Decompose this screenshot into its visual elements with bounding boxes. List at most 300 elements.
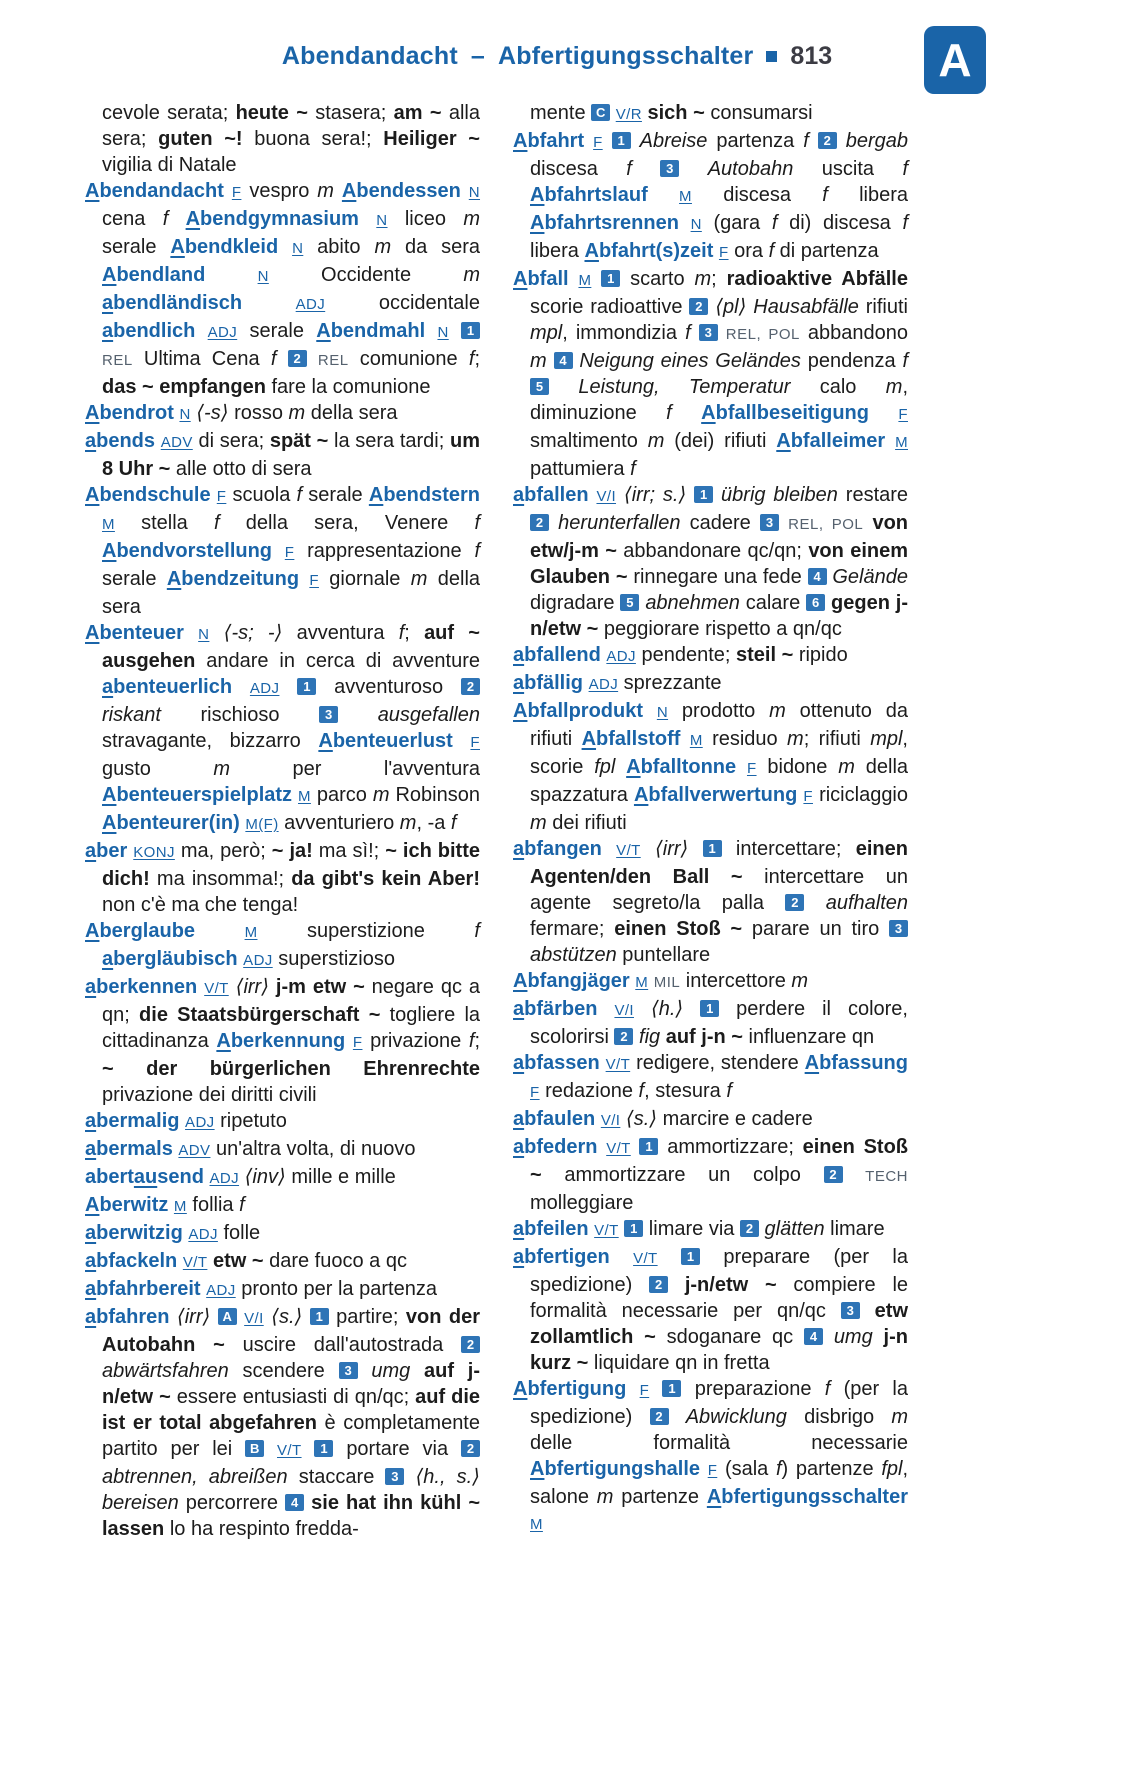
text: fermare; <box>530 918 615 940</box>
text: pattumiera <box>530 458 631 480</box>
phrase: j-m etw ~ <box>275 976 365 998</box>
text <box>683 998 700 1020</box>
text: ripido <box>793 644 848 666</box>
text: della sera <box>305 402 398 424</box>
text: lo ha respinto fredda- <box>164 1518 359 1540</box>
phrase: j-n/etw ~ <box>684 1274 777 1296</box>
phrase: etw zollamtlich ~ <box>530 1300 909 1348</box>
text <box>626 1378 639 1400</box>
sense-number: 4 <box>554 352 573 369</box>
text: liquidare qn in fretta <box>588 1352 770 1374</box>
text: perdere il colore, scolorirsi <box>530 998 908 1048</box>
sense-number: 3 <box>339 1362 358 1379</box>
text <box>691 322 699 344</box>
dictionary-entry <box>513 996 908 1050</box>
headword: bendländisch <box>113 292 243 314</box>
usage-note: aufhalten <box>825 892 908 914</box>
pos-label: F <box>216 488 227 505</box>
text <box>634 998 651 1020</box>
text: (per la spedizione) <box>530 1378 909 1428</box>
headword: benteuer <box>99 622 184 644</box>
sense-number: 3 <box>660 160 679 177</box>
pos-label: M <box>689 732 703 749</box>
usage-note: abtrennen, abreißen <box>102 1466 288 1488</box>
text: stravagante, bizzarro <box>102 730 319 752</box>
text: cena <box>102 208 163 230</box>
text: ; <box>711 268 727 290</box>
headword: bermalig <box>96 1110 180 1132</box>
text <box>224 180 232 202</box>
headword-stressed: a <box>85 1222 97 1244</box>
headword: abert <box>85 1166 134 1188</box>
pos-label: V/R <box>615 106 642 123</box>
text <box>643 700 657 722</box>
text <box>615 756 626 778</box>
headword: bends <box>96 430 156 452</box>
headword: bfahrtsrennen <box>544 212 679 234</box>
usage-note: m <box>596 1486 614 1508</box>
headword: ber <box>96 840 128 862</box>
text: avventura <box>282 622 399 644</box>
pos-label: V/I <box>614 1002 634 1019</box>
text: alla sera; <box>102 102 480 150</box>
headword-stressed: A <box>368 484 384 506</box>
text <box>209 622 223 644</box>
text: giornale <box>318 568 411 590</box>
text <box>669 1406 686 1428</box>
text: libera <box>530 240 585 262</box>
pos-label: N <box>179 406 191 423</box>
text: ) partenze <box>781 1458 882 1480</box>
text: abbandonare qc/qn; <box>616 540 809 562</box>
pos-label: M(F) <box>245 816 279 833</box>
headword-stressed: A <box>170 236 185 258</box>
dictionary-entry <box>85 428 480 482</box>
usage-note: ⟨irr⟩ <box>654 838 689 860</box>
text: compiere le formalità necessarie per qn/qc <box>530 1274 909 1322</box>
sense-number: 6 <box>806 594 825 611</box>
text: rifiuti <box>858 296 908 318</box>
text <box>307 348 318 370</box>
phrase: guten ~! <box>158 128 243 150</box>
pos-label: V/I <box>600 1112 621 1129</box>
usage-note: m <box>399 812 417 834</box>
text <box>242 292 296 314</box>
text: rosso <box>228 402 289 424</box>
usage-note: f <box>902 158 908 180</box>
text <box>205 264 257 286</box>
text: da sera <box>391 236 481 258</box>
usage-note: fpl <box>594 756 616 778</box>
headword: berwitzig <box>96 1222 183 1244</box>
text <box>584 130 593 152</box>
phrase: gegen j-n/etw ~ <box>530 592 909 640</box>
text: vigilia di Natale <box>102 154 237 176</box>
headword-stressed: a <box>513 1108 525 1130</box>
pos-label: V/T <box>616 842 641 859</box>
headword-stressed: a <box>85 1306 97 1328</box>
text: ottenuto da rifiuti <box>530 700 908 750</box>
sense-number: 3 <box>699 324 718 341</box>
dictionary-entry <box>85 1136 480 1164</box>
pos-label: KONJ <box>133 844 175 861</box>
sense-number: 2 <box>824 1166 843 1183</box>
text <box>616 484 624 506</box>
headword-stressed: A <box>633 784 649 806</box>
text: limare <box>824 1218 885 1240</box>
pos-label: N <box>656 704 669 721</box>
text: intercettore <box>680 970 792 992</box>
text: smaltimento <box>530 430 648 452</box>
headword: benteuerlich <box>113 676 233 698</box>
text <box>449 320 461 342</box>
text <box>779 512 788 534</box>
usage-note: f <box>902 212 908 234</box>
text: follia <box>186 1194 240 1216</box>
text <box>668 1274 685 1296</box>
usage-note: m <box>838 756 855 778</box>
text: uscire dall'autostrada <box>224 1334 462 1356</box>
headword: benteuerspielplatz <box>116 784 293 806</box>
text <box>591 268 601 290</box>
usage-note: abnehmen <box>645 592 740 614</box>
headword-stressed: A <box>318 730 333 752</box>
phrase: auf j-n/etw ~ <box>102 1360 481 1408</box>
text: uscita <box>793 158 903 180</box>
dictionary-entry <box>85 1108 480 1136</box>
phrase: heute ~ <box>235 102 308 124</box>
pos-label: M <box>578 272 592 289</box>
text: redazione <box>539 1080 639 1102</box>
text: staccare <box>287 1466 386 1488</box>
text <box>334 180 342 202</box>
text: ; rifiuti <box>803 728 871 750</box>
dictionary-entry <box>85 1164 480 1192</box>
text <box>453 730 471 752</box>
headword: berglaube <box>99 920 196 942</box>
usage-note: f <box>638 1080 645 1102</box>
headword-stressed: A <box>706 1486 722 1508</box>
right-column <box>513 100 908 1542</box>
text: dei rifiuti <box>546 812 627 834</box>
headword-stressed: A <box>102 264 117 286</box>
usage-note: m <box>694 268 712 290</box>
text: fare la comunione <box>265 376 431 398</box>
sense-number: 2 <box>461 1336 480 1353</box>
text: , -a <box>416 812 451 834</box>
usage-note: Neigung eines Geländes <box>579 350 801 372</box>
sense-number: 2 <box>650 1408 669 1425</box>
headword: bergläubisch <box>113 948 238 970</box>
headword-stressed: a <box>85 840 97 862</box>
text <box>569 268 579 290</box>
phrase: radioaktive Abfälle <box>726 268 908 290</box>
usage-note: f <box>803 130 809 152</box>
text <box>299 568 309 590</box>
pos-label: F <box>530 1084 540 1101</box>
usage-note: f <box>771 212 778 234</box>
headword: send <box>157 1166 204 1188</box>
usage-note: ⟨irr⟩ <box>176 1306 211 1328</box>
usage-note: m <box>791 970 809 992</box>
text: essere entusiasti di qn/qc; <box>170 1386 416 1408</box>
text <box>632 158 660 180</box>
headword: bermals <box>96 1138 173 1160</box>
pos-label: M <box>244 924 258 941</box>
headword: bfassung <box>819 1052 908 1074</box>
pos-label: V/T <box>594 1222 619 1239</box>
text: di sera; <box>192 430 270 452</box>
headword-stressed: A <box>776 430 791 452</box>
headword-stressed: A <box>530 1458 545 1480</box>
text <box>169 1306 176 1328</box>
text: serale <box>237 320 317 342</box>
text <box>804 892 825 914</box>
page-number: 813 <box>790 42 833 70</box>
headword-stressed: a <box>102 676 114 698</box>
dictionary-entry <box>85 918 480 974</box>
usage-note: m <box>787 728 804 750</box>
text <box>869 402 898 424</box>
dictionary-entry <box>513 1216 908 1244</box>
phrase: j-n kurz ~ <box>530 1326 908 1374</box>
headword: bfärben <box>524 998 598 1020</box>
text <box>860 1300 875 1322</box>
text: pronto per la partenza <box>235 1278 437 1300</box>
pos-label: F <box>746 760 757 777</box>
text: stasera; <box>307 102 394 124</box>
phrase: ~ ja! <box>271 840 313 862</box>
headword-stressed: A <box>513 970 528 992</box>
headword: bendmahl <box>330 320 426 342</box>
usage-note: f <box>626 158 632 180</box>
text: ripetuto <box>214 1110 287 1132</box>
pos-label: M <box>679 188 692 205</box>
text: Occidente <box>268 264 464 286</box>
page-header <box>145 42 969 71</box>
dictionary-entry <box>85 1304 480 1542</box>
sense-number: 1 <box>700 1000 719 1017</box>
usage-note: abstützen <box>530 944 617 966</box>
text <box>843 1164 866 1186</box>
text: togliere la cittadinanza <box>102 1004 481 1052</box>
pos-label: V/T <box>606 1140 631 1157</box>
text: avventuroso <box>316 676 461 698</box>
headword: berkennen <box>96 976 198 998</box>
text <box>278 236 292 258</box>
text: ma, però; <box>174 840 272 862</box>
dictionary-entry <box>513 836 908 968</box>
headword: bfällig <box>524 672 584 694</box>
text: mille e mille <box>285 1166 396 1188</box>
text <box>688 838 702 860</box>
headword: bendessen <box>356 180 461 202</box>
usage-note: m <box>374 236 392 258</box>
phrase: auf j-n ~ <box>665 1026 743 1048</box>
text <box>610 1246 633 1268</box>
pos-label: F <box>718 244 729 261</box>
usage-note: f <box>296 484 303 506</box>
dictionary-entry <box>513 642 908 670</box>
usage-note: f <box>768 240 775 262</box>
text <box>680 728 689 750</box>
sense-number: 1 <box>694 486 713 503</box>
usage-note: Leistung, Temperatur <box>578 376 791 398</box>
text <box>718 322 726 344</box>
pos-label: M <box>173 1198 187 1215</box>
headword-stressed: a <box>513 998 525 1020</box>
sense-number: 2 <box>614 1028 633 1045</box>
text: peggiorare rispetto a qn/qc <box>598 618 842 640</box>
text <box>195 920 245 942</box>
text <box>425 320 437 342</box>
usage-note: f <box>902 350 908 372</box>
usage-note: f <box>474 512 480 534</box>
headword-stressed: A <box>513 130 528 152</box>
dictionary-entry <box>85 1220 480 1248</box>
headword: bfeilen <box>524 1218 589 1240</box>
text <box>276 348 287 370</box>
text <box>809 130 818 152</box>
pos-label: F <box>803 788 813 805</box>
pos-label: V/T <box>182 1254 208 1271</box>
pos-label: ADJ <box>206 1282 236 1299</box>
usage-note: Gelände <box>832 566 908 588</box>
text <box>679 158 707 180</box>
guideword-right: Abfertigungsschalter <box>497 42 754 70</box>
text: riciclaggio <box>812 784 909 806</box>
text: libera <box>827 184 908 206</box>
text <box>837 130 846 152</box>
text: folle <box>217 1222 261 1244</box>
headword: benteuerlust <box>332 730 453 752</box>
headword: bfertigen <box>524 1246 610 1268</box>
text: per l'avventura <box>230 758 480 780</box>
text <box>338 704 378 726</box>
text <box>232 676 250 698</box>
phrase: Heiliger ~ <box>383 128 480 150</box>
text: discesa <box>691 184 823 206</box>
headword-stressed: A <box>102 540 117 562</box>
text <box>264 1438 277 1460</box>
text <box>461 180 469 202</box>
headword: bfallend <box>524 644 601 666</box>
sense-number: 1 <box>612 132 631 149</box>
text: molleggiare <box>530 1192 634 1214</box>
text: negare qc a qn; <box>102 976 480 1026</box>
usage-note: ⟨s.⟩ <box>625 1108 658 1130</box>
sense-number: 2 <box>461 1440 480 1457</box>
usage-note: m <box>463 264 480 286</box>
text <box>631 1136 640 1158</box>
headword: bfackeln <box>96 1250 178 1272</box>
headword-stressed: A <box>513 700 528 722</box>
headword: bendzeitung <box>181 568 300 590</box>
headword: berwitz <box>99 1194 169 1216</box>
text <box>547 350 554 372</box>
phrase: steil ~ <box>736 644 794 666</box>
text <box>648 184 679 206</box>
usage-note: herunterfallen <box>558 512 681 534</box>
dictionary-entry <box>85 1276 480 1304</box>
field-label: REL <box>102 352 133 369</box>
usage-note: f <box>239 1194 245 1216</box>
text: (dei) rifiuti <box>664 430 777 452</box>
phrase: da gibt's kein Aber! <box>291 868 480 890</box>
usage-note: übrig bleiben <box>721 484 838 506</box>
sense-number: 2 <box>530 514 549 531</box>
text: liceo <box>387 208 464 230</box>
headword: bfall <box>527 268 569 290</box>
headword: bendlich <box>113 320 196 342</box>
dictionary-entry <box>513 266 908 482</box>
pos-label: N <box>437 324 449 341</box>
sense-number: 5 <box>620 594 639 611</box>
pos-label: F <box>309 572 319 589</box>
pos-label: M <box>635 974 649 991</box>
text: discesa <box>530 158 627 180</box>
phrase: etw ~ <box>212 1250 264 1272</box>
sense-number: 5 <box>530 378 549 395</box>
dictionary-entry <box>513 1134 908 1216</box>
headword: bfallen <box>524 484 589 506</box>
text <box>631 130 640 152</box>
text <box>184 622 198 644</box>
text <box>823 1326 834 1348</box>
text: scarto <box>620 268 695 290</box>
sense-number: 2 <box>740 1220 759 1237</box>
phrase: auf ~ ausgehen <box>102 622 480 672</box>
text <box>195 320 207 342</box>
usage-note: ausgefallen <box>377 704 480 726</box>
text: superstizioso <box>272 948 395 970</box>
headword: bendgymnasium <box>200 208 359 230</box>
text: comunione <box>348 348 469 370</box>
headword-stressed: A <box>513 268 528 290</box>
text: è completamente partito per lei <box>102 1412 480 1460</box>
text: residuo <box>702 728 788 750</box>
sense-number: 2 <box>689 298 708 315</box>
headword: bendrot <box>99 402 174 424</box>
dictionary-entry <box>513 1244 908 1376</box>
phrase: ~ ich bitte dich! <box>102 840 480 890</box>
pos-label: ADJ <box>188 1226 218 1243</box>
text: restare <box>837 484 909 506</box>
text: vespro <box>241 180 318 202</box>
text <box>603 130 612 152</box>
phrase: sich ~ <box>647 102 705 124</box>
pos-label: ADJ <box>243 952 273 969</box>
headword-stressed: A <box>804 1052 820 1074</box>
pos-label: M <box>895 434 908 451</box>
dictionary-entry <box>513 698 908 836</box>
headword-stressed: A <box>166 568 182 590</box>
headword-stressed: A <box>701 402 716 424</box>
headword: berkennung <box>230 1030 346 1052</box>
usage-note: ⟨irr⟩ <box>235 976 270 998</box>
text: redigere, stendere <box>630 1052 805 1074</box>
text <box>549 512 558 534</box>
phrase: von einem Glauben ~ <box>530 540 909 588</box>
text <box>410 1360 424 1382</box>
text: ; <box>474 1030 480 1052</box>
headword: bfedern <box>524 1136 598 1158</box>
text: scuola <box>226 484 297 506</box>
headword: bfallstoff <box>596 728 681 750</box>
text: , stesura <box>644 1080 727 1102</box>
dictionary-entry <box>513 1106 908 1134</box>
usage-note: f <box>474 540 480 562</box>
